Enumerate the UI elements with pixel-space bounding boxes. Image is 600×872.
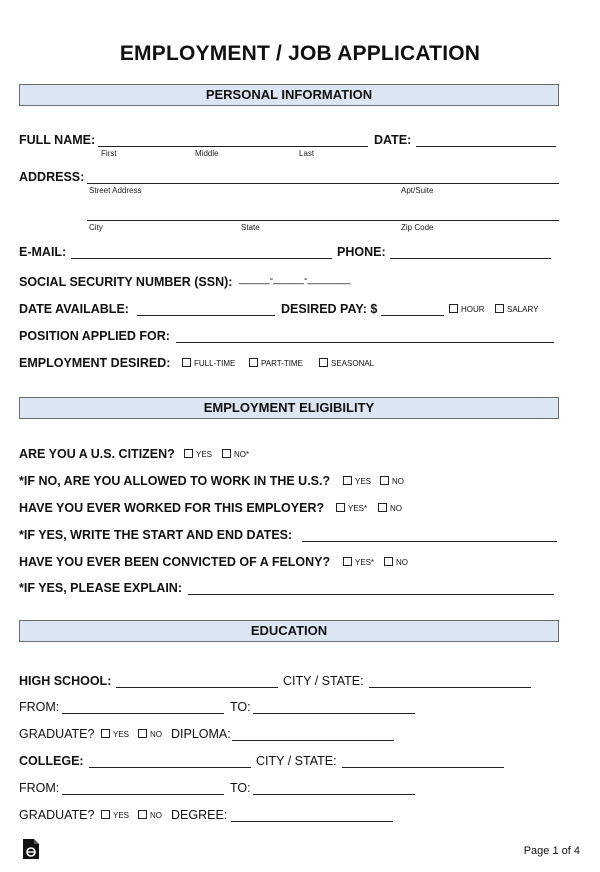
work-auth-yes-option[interactable]: YES bbox=[343, 476, 371, 488]
salary-option[interactable]: SALARY bbox=[495, 304, 538, 316]
employment-desired-label: EMPLOYMENT DESIRED: bbox=[19, 356, 171, 370]
college-graduate-no-option[interactable]: NO bbox=[138, 810, 162, 822]
hour-option[interactable]: HOUR bbox=[449, 304, 485, 316]
full-time-option[interactable]: FULL-TIME bbox=[182, 358, 235, 370]
section-header-personal: PERSONAL INFORMATION bbox=[19, 84, 559, 106]
full-time-checkbox[interactable] bbox=[182, 358, 191, 367]
citizen-yes-option[interactable]: YES bbox=[184, 449, 212, 461]
phone-label: PHONE: bbox=[337, 245, 386, 259]
worked-before-no-option[interactable]: NO bbox=[378, 503, 402, 515]
ssn-field[interactable]: _____-_____-_______ bbox=[239, 273, 351, 285]
diploma-label: DIPLOMA: bbox=[171, 727, 231, 741]
hs-to-label: TO: bbox=[230, 700, 251, 714]
start-end-dates-field[interactable] bbox=[302, 541, 557, 542]
part-time-option[interactable]: PART-TIME bbox=[249, 358, 303, 370]
high-school-label: HIGH SCHOOL: bbox=[19, 674, 112, 688]
hour-checkbox[interactable] bbox=[449, 304, 458, 313]
citizen-no-option[interactable]: NO* bbox=[222, 449, 249, 461]
hs-graduate-no-option[interactable]: NO bbox=[138, 729, 162, 741]
hs-graduate-yes-option[interactable]: YES bbox=[101, 729, 129, 741]
hs-graduate-no-checkbox[interactable] bbox=[138, 729, 147, 738]
document-logo-icon bbox=[22, 838, 40, 860]
diploma-field[interactable] bbox=[232, 740, 394, 741]
last-sublabel: Last bbox=[299, 149, 315, 158]
worked-before-yes-option[interactable]: YES* bbox=[336, 503, 367, 515]
high-school-field[interactable] bbox=[116, 687, 278, 688]
felony-no-option[interactable]: NO bbox=[384, 557, 408, 569]
phone-field[interactable] bbox=[390, 258, 551, 259]
city-sublabel: City bbox=[89, 223, 103, 232]
email-label: E-MAIL: bbox=[19, 245, 67, 259]
degree-field[interactable] bbox=[231, 821, 393, 822]
position-label: POSITION APPLIED FOR: bbox=[19, 329, 170, 343]
college-graduate-label: GRADUATE? bbox=[19, 808, 95, 822]
work-auth-no-option[interactable]: NO bbox=[380, 476, 404, 488]
section-header-eligibility: EMPLOYMENT ELIGIBILITY bbox=[19, 397, 559, 419]
college-city-state-field[interactable] bbox=[342, 767, 504, 768]
email-field[interactable] bbox=[71, 258, 332, 259]
seasonal-checkbox[interactable] bbox=[319, 358, 328, 367]
citizen-question: ARE YOU A U.S. CITIZEN? bbox=[19, 447, 175, 461]
hs-city-state-label: CITY / STATE: bbox=[283, 674, 364, 688]
college-graduate-yes-checkbox[interactable] bbox=[101, 810, 110, 819]
desired-pay-field[interactable] bbox=[381, 315, 444, 316]
date-available-label: DATE AVAILABLE: bbox=[19, 302, 129, 316]
city-state-zip-field[interactable] bbox=[87, 220, 559, 221]
first-sublabel: First bbox=[101, 149, 117, 158]
part-time-checkbox[interactable] bbox=[249, 358, 258, 367]
work-authorization-question: *IF NO, ARE YOU ALLOWED TO WORK IN THE U.S.? bbox=[19, 474, 331, 488]
page-title: EMPLOYMENT / JOB APPLICATION bbox=[119, 42, 481, 65]
college-from-label: FROM: bbox=[19, 781, 60, 795]
college-to-field[interactable] bbox=[253, 794, 415, 795]
explain-field[interactable] bbox=[188, 594, 554, 595]
felony-question: HAVE YOU EVER BEEN CONVICTED OF A FELONY? bbox=[19, 555, 331, 569]
page-number: Page 1 of 4 bbox=[523, 845, 580, 857]
college-city-state-label: CITY / STATE: bbox=[256, 754, 337, 768]
section-header-education: EDUCATION bbox=[19, 620, 559, 642]
salary-checkbox[interactable] bbox=[495, 304, 504, 313]
date-available-field[interactable] bbox=[137, 315, 275, 316]
position-field[interactable] bbox=[176, 342, 554, 343]
apt-sublabel: Apt/Suite bbox=[401, 186, 434, 195]
hs-from-field[interactable] bbox=[62, 713, 224, 714]
work-auth-yes-checkbox[interactable] bbox=[343, 476, 352, 485]
hs-city-state-field[interactable] bbox=[369, 687, 531, 688]
hs-graduate-label: GRADUATE? bbox=[19, 727, 95, 741]
street-sublabel: Street Address bbox=[89, 186, 142, 195]
college-graduate-yes-option[interactable]: YES bbox=[101, 810, 129, 822]
worked-before-question: HAVE YOU EVER WORKED FOR THIS EMPLOYER? bbox=[19, 501, 325, 515]
desired-pay-label: DESIRED PAY: $ bbox=[281, 302, 378, 316]
full-name-field[interactable] bbox=[98, 146, 368, 147]
zip-sublabel: Zip Code bbox=[401, 223, 434, 232]
date-label: DATE: bbox=[374, 133, 412, 147]
ssn-label: SOCIAL SECURITY NUMBER (SSN): bbox=[19, 275, 233, 289]
citizen-no-checkbox[interactable] bbox=[222, 449, 231, 458]
middle-sublabel: Middle bbox=[195, 149, 219, 158]
state-sublabel: State bbox=[241, 223, 260, 232]
address-label: ADDRESS: bbox=[19, 170, 85, 184]
date-field[interactable] bbox=[416, 146, 556, 147]
college-label: COLLEGE: bbox=[19, 754, 84, 768]
seasonal-option[interactable]: SEASONAL bbox=[319, 358, 374, 370]
hs-graduate-yes-checkbox[interactable] bbox=[101, 729, 110, 738]
degree-label: DEGREE: bbox=[171, 808, 228, 822]
street-address-field[interactable] bbox=[87, 183, 559, 184]
college-from-field[interactable] bbox=[62, 794, 224, 795]
college-to-label: TO: bbox=[230, 781, 251, 795]
college-graduate-no-checkbox[interactable] bbox=[138, 810, 147, 819]
explain-label: *IF YES, PLEASE EXPLAIN: bbox=[19, 581, 183, 595]
work-auth-no-checkbox[interactable] bbox=[380, 476, 389, 485]
hs-from-label: FROM: bbox=[19, 700, 60, 714]
worked-before-yes-checkbox[interactable] bbox=[336, 503, 345, 512]
start-end-dates-label: *IF YES, WRITE THE START AND END DATES: bbox=[19, 528, 293, 542]
felony-no-checkbox[interactable] bbox=[384, 557, 393, 566]
felony-yes-option[interactable]: YES* bbox=[343, 557, 374, 569]
full-name-label: FULL NAME: bbox=[19, 133, 96, 147]
citizen-yes-checkbox[interactable] bbox=[184, 449, 193, 458]
hs-to-field[interactable] bbox=[253, 713, 415, 714]
college-field[interactable] bbox=[89, 767, 251, 768]
felony-yes-checkbox[interactable] bbox=[343, 557, 352, 566]
worked-before-no-checkbox[interactable] bbox=[378, 503, 387, 512]
